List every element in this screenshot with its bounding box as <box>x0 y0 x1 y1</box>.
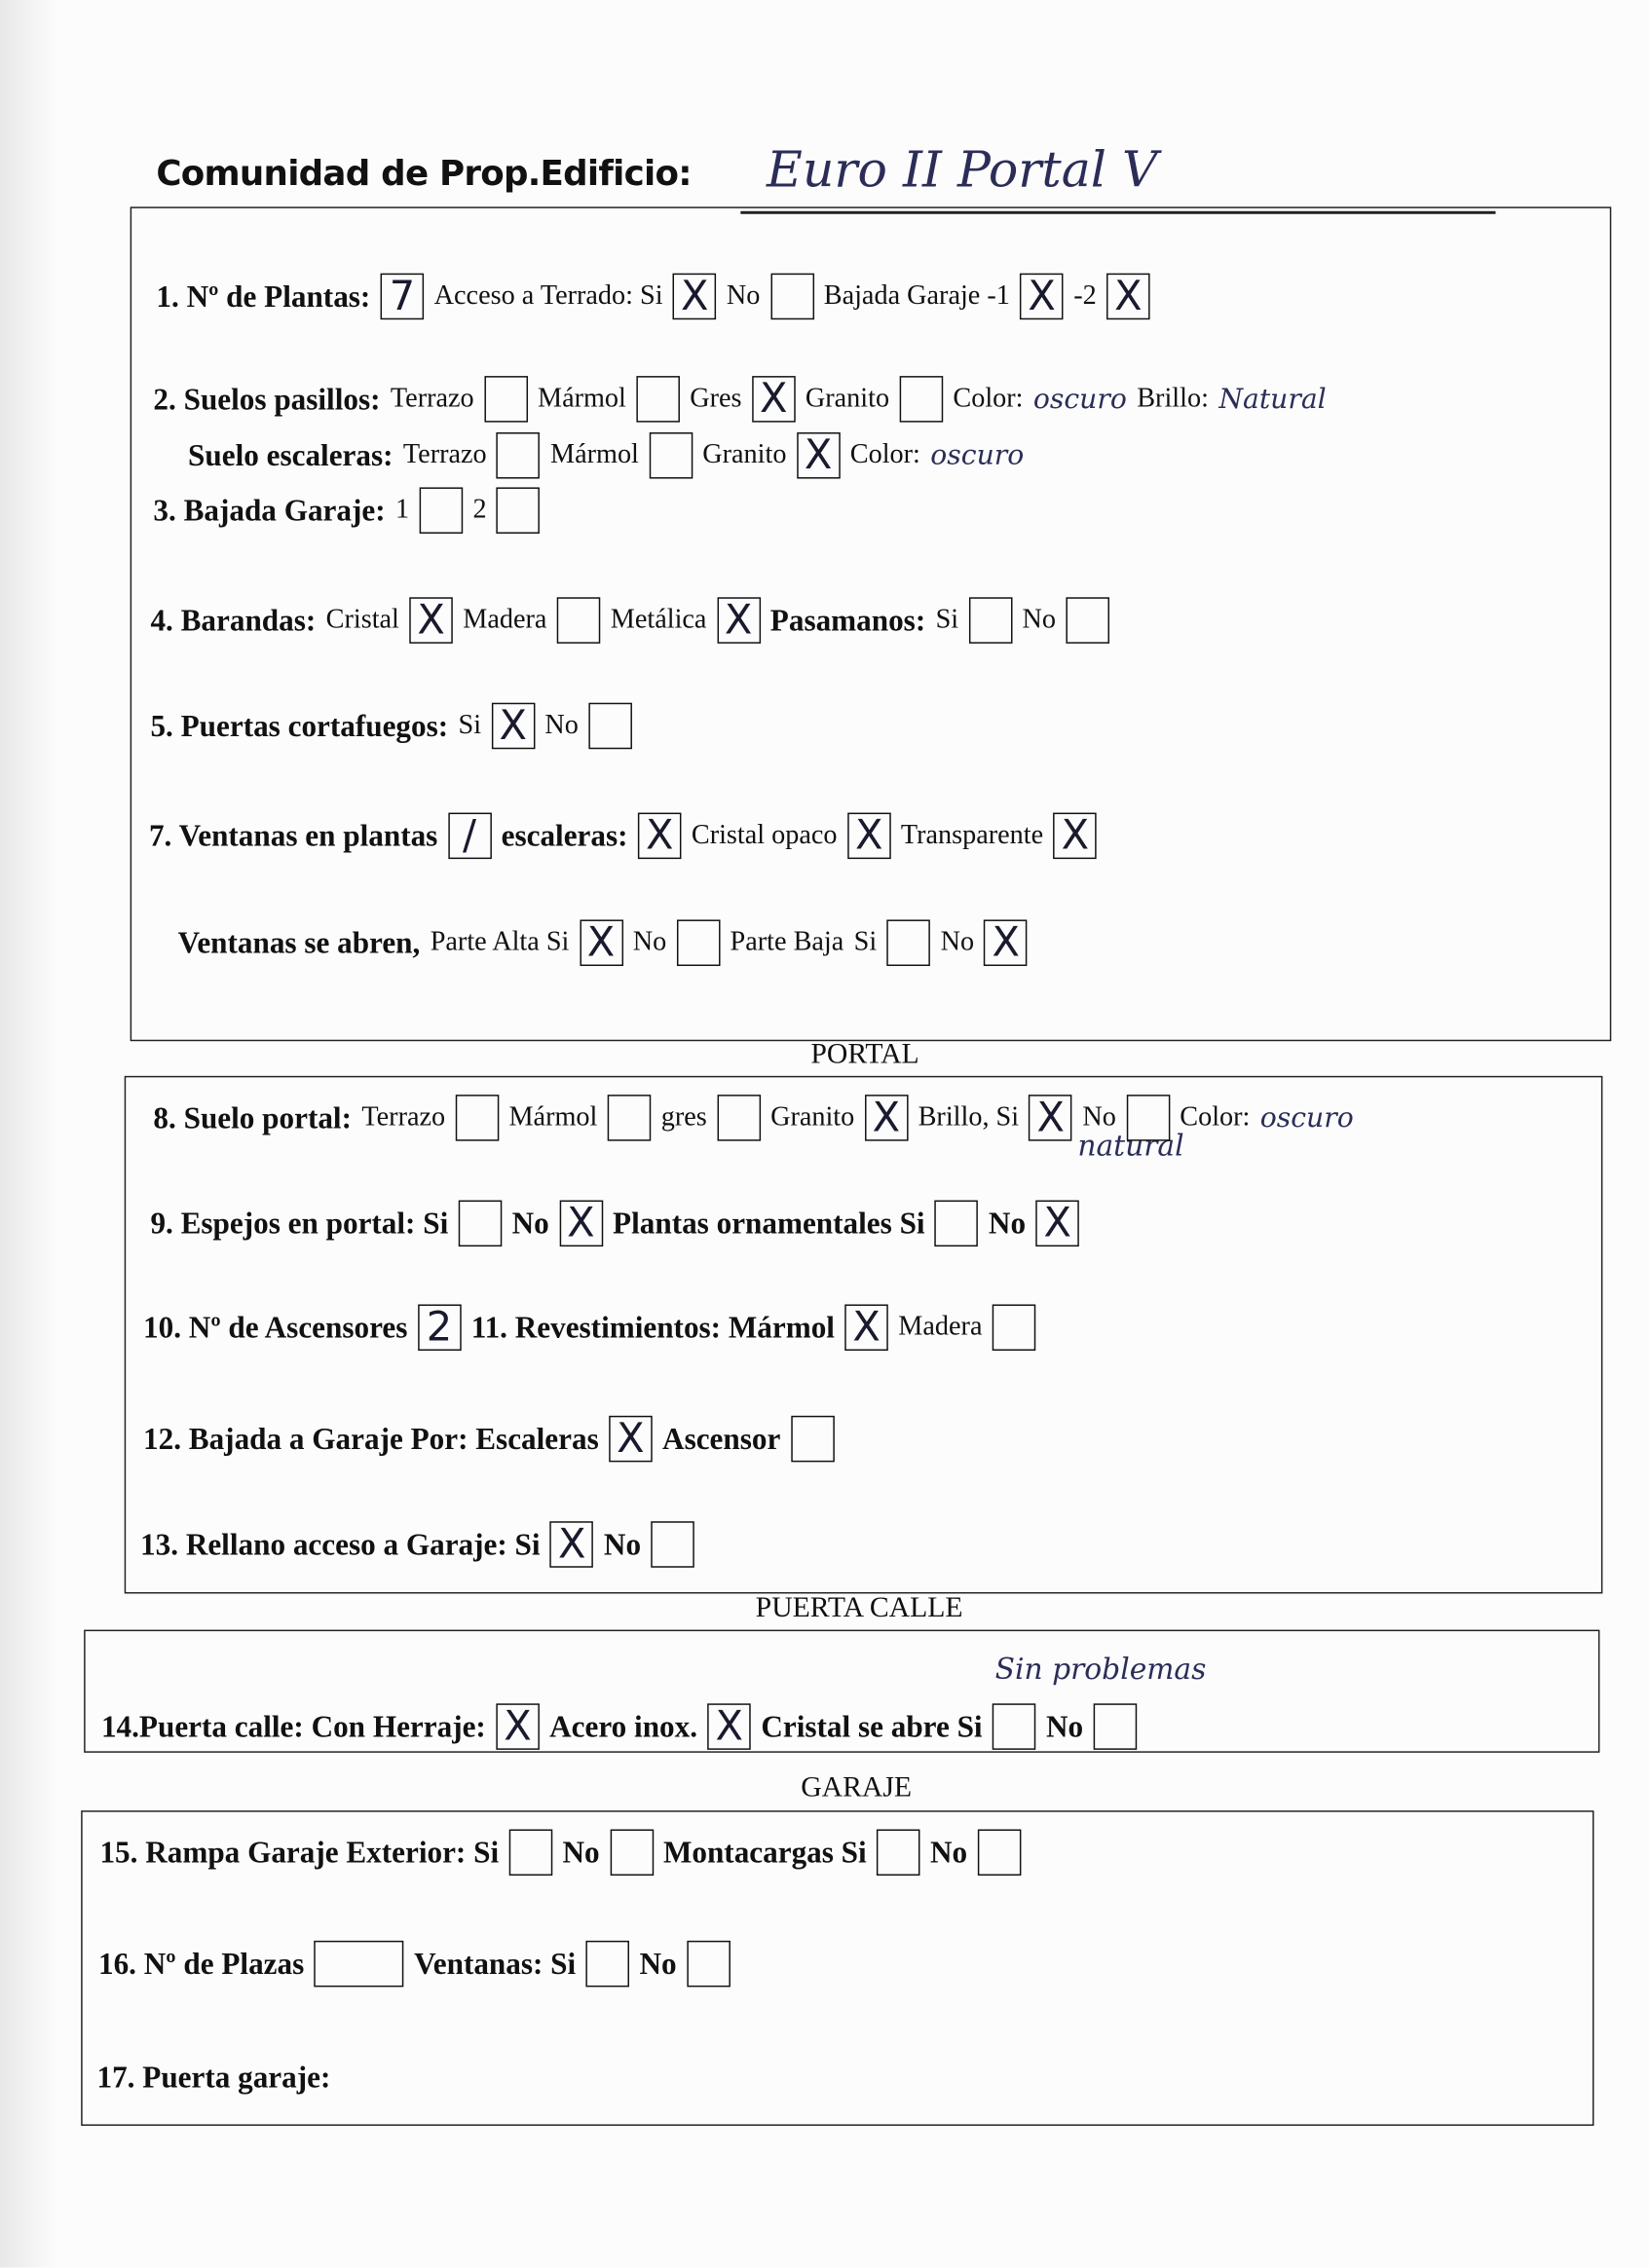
checkbox-empty[interactable] <box>651 1521 694 1568</box>
checkbox-empty[interactable] <box>484 376 528 423</box>
option-label: No <box>544 710 579 741</box>
form-row <box>101 1703 1137 1750</box>
field-label: 2. Suelos pasillos: <box>153 381 381 416</box>
checkbox-empty[interactable] <box>899 376 943 423</box>
field-label: Pasamanos: <box>769 602 926 638</box>
checkbox-marked[interactable]: X <box>1054 813 1098 860</box>
field-label: No <box>603 1526 642 1562</box>
checkbox-empty[interactable] <box>420 487 464 534</box>
field-label: 17. Puerta garaje: <box>96 2060 331 2096</box>
checkbox-empty[interactable] <box>610 1830 654 1877</box>
checkbox-marked[interactable]: X <box>609 1416 653 1463</box>
form-row <box>143 1304 1035 1351</box>
option-label: No <box>940 926 975 958</box>
heading-garaje: GARAJE <box>801 1771 913 1803</box>
checkbox-empty[interactable] <box>1126 1095 1170 1141</box>
option-label: Si <box>935 604 959 635</box>
form-row <box>99 1830 1021 1877</box>
checkbox-empty[interactable] <box>993 1703 1036 1750</box>
option-label: Transparente <box>900 819 1044 851</box>
option-label: No <box>1022 604 1057 635</box>
field-label: No <box>511 1205 549 1241</box>
option-label: Brillo, Si <box>918 1101 1020 1133</box>
form-row <box>140 1521 694 1568</box>
option-label: Mármol <box>549 439 639 470</box>
checkbox-empty[interactable] <box>969 597 1013 644</box>
option-label: gres <box>660 1101 707 1133</box>
checkbox-empty[interactable] <box>456 1095 500 1141</box>
checkbox-empty[interactable] <box>677 919 721 966</box>
handwritten-value[interactable]: oscuro <box>930 439 1025 472</box>
form-row <box>153 1095 1353 1141</box>
field-label: 10. Nº de Ascensores <box>143 1309 408 1345</box>
field-label: Ventanas: Si <box>414 1946 577 1981</box>
checkbox-marked[interactable]: X <box>496 1703 540 1750</box>
option-label: Color: <box>1180 1101 1251 1133</box>
form-row <box>149 813 1097 860</box>
form-row <box>188 432 1024 479</box>
checkbox-empty[interactable] <box>770 274 814 320</box>
field-label: Ventanas se abren, <box>177 924 421 960</box>
checkbox-marked[interactable]: / <box>448 813 492 860</box>
handwritten-sin-problemas: Sin problemas <box>994 1651 1207 1687</box>
field-label: Ascensor <box>662 1421 781 1456</box>
form-row <box>153 487 540 534</box>
field-label: 4. Barandas: <box>150 602 317 638</box>
checkbox-empty[interactable] <box>687 1941 731 1988</box>
checkbox-empty[interactable] <box>586 1941 630 1988</box>
checkbox-empty[interactable] <box>459 1201 503 1247</box>
heading-puerta-calle: PUERTA CALLE <box>755 1591 963 1624</box>
handwritten-value[interactable]: Natural <box>1218 383 1327 416</box>
option-label: Parte Alta Si <box>430 926 570 958</box>
option-label: Metálica <box>610 604 707 635</box>
checkbox-marked[interactable]: X <box>984 919 1028 966</box>
option-label: Cristal opaco <box>691 819 838 851</box>
option-label: Cristal <box>325 604 399 635</box>
checkbox-marked[interactable]: X <box>865 1095 909 1141</box>
option-label: No <box>726 280 761 312</box>
handwritten-natural: natural <box>1077 1128 1184 1163</box>
field-label: 3. Bajada Garaje: <box>153 492 386 528</box>
field-label: 14.Puerta calle: Con Herraje: <box>100 1708 486 1744</box>
checkbox-empty[interactable] <box>608 1095 652 1141</box>
field-label: 16. Nº de Plazas <box>97 1946 305 1981</box>
checkbox-marked[interactable]: X <box>559 1201 603 1247</box>
field-label: Plantas ornamentales Si <box>613 1205 925 1241</box>
option-label: Madera <box>463 604 547 635</box>
option-label: Brillo: <box>1137 383 1209 414</box>
checkbox-marked[interactable]: X <box>797 432 841 479</box>
field-label: Cristal se abre Si <box>761 1708 983 1744</box>
checkbox-marked[interactable]: X <box>717 597 761 644</box>
checkbox-empty[interactable] <box>497 432 541 479</box>
checkbox-empty[interactable] <box>717 1095 761 1141</box>
checkbox-marked[interactable]: X <box>707 1703 751 1750</box>
field-label: 11. Revestimientos: Mármol <box>470 1309 835 1345</box>
option-label: Parte Baja <box>730 926 844 958</box>
form-row <box>178 919 1028 966</box>
checkbox-marked[interactable]: X <box>491 703 535 750</box>
checkbox-empty[interactable] <box>557 597 601 644</box>
option-label: Color: <box>953 383 1024 414</box>
field-label: No <box>1045 1708 1084 1744</box>
field-label: 15. Rampa Garaje Exterior: Si <box>99 1834 500 1870</box>
checkbox-empty[interactable] <box>993 1304 1036 1351</box>
checkbox-empty[interactable] <box>1093 1703 1137 1750</box>
field-label: Montacargas Si <box>662 1834 867 1870</box>
form-title: Comunidad de Prop.Edificio: <box>156 153 692 194</box>
checkbox-marked[interactable]: X <box>1035 1201 1079 1247</box>
checkbox-empty[interactable] <box>1066 597 1109 644</box>
field-label: 7. Ventanas en plantas <box>148 817 438 853</box>
form-row <box>156 274 1149 320</box>
checkbox-marked[interactable]: X <box>580 919 623 966</box>
field-label: No <box>639 1946 677 1981</box>
checkbox-marked[interactable]: 7 <box>381 274 425 320</box>
field-label: Suelo escaleras: <box>188 437 394 472</box>
checkbox-marked[interactable]: 2 <box>418 1304 462 1351</box>
handwritten-value[interactable]: oscuro <box>1032 383 1127 416</box>
option-label: Si <box>458 710 482 741</box>
field-label: escaleras: <box>501 817 628 853</box>
checkbox-marked[interactable]: X <box>844 1304 888 1351</box>
option-label: Granito <box>702 439 787 470</box>
field-label: No <box>930 1834 968 1870</box>
checkbox-marked[interactable]: X <box>409 597 453 644</box>
checkbox-empty[interactable] <box>935 1201 979 1247</box>
option-label: Acceso a Terrado: Si <box>433 280 663 312</box>
option-label: Bajada Garaje -1 <box>823 280 1010 312</box>
option-label: Mármol <box>508 1101 598 1133</box>
option-label: Terrazo <box>402 439 487 470</box>
field-label: 13. Rellano acceso a Garaje: Si <box>140 1526 541 1562</box>
checkbox-marked[interactable]: X <box>550 1521 594 1568</box>
checkbox-marked[interactable]: X <box>1020 274 1064 320</box>
option-label: Terrazo <box>361 1101 446 1133</box>
field-label: 5. Puertas cortafuegos: <box>150 707 449 743</box>
field-label: 1. Nº de Plantas: <box>156 278 371 314</box>
field-label: No <box>562 1834 600 1870</box>
option-label: Color: <box>849 439 920 470</box>
checkbox-empty[interactable] <box>509 1830 553 1877</box>
checkbox-marked[interactable]: X <box>847 813 891 860</box>
option-label: Gres <box>690 383 742 414</box>
checkbox-empty[interactable] <box>978 1830 1022 1877</box>
checkbox-empty[interactable] <box>497 487 541 534</box>
form-row <box>98 1941 731 1988</box>
field-label: No <box>988 1205 1027 1241</box>
building-name-handwritten: Euro II Portal V <box>767 141 1158 200</box>
form-row <box>96 2060 330 2096</box>
handwritten-value[interactable]: oscuro <box>1259 1101 1354 1134</box>
checkbox-empty[interactable] <box>887 919 931 966</box>
option-label: Madera <box>898 1311 983 1343</box>
heading-portal: PORTAL <box>810 1038 919 1070</box>
option-label: 1 <box>395 494 410 526</box>
field-label: 9. Espejos en portal: Si <box>150 1205 449 1241</box>
option-label: Granito <box>805 383 890 414</box>
option-label: No <box>632 926 667 958</box>
checkbox-marked[interactable]: X <box>1029 1095 1072 1141</box>
form-row <box>143 1416 834 1463</box>
form-row <box>150 597 1109 644</box>
option-label: Si <box>853 926 878 958</box>
checkbox-empty[interactable] <box>636 376 680 423</box>
form-row <box>150 703 631 750</box>
scan-edge-shadow <box>0 0 57 2267</box>
checkbox-empty[interactable] <box>649 432 693 479</box>
checkbox-marked[interactable]: X <box>673 274 717 320</box>
form-row <box>150 1201 1079 1247</box>
field-label: 8. Suelo portal: <box>153 1099 352 1134</box>
checkbox-empty[interactable] <box>877 1830 920 1877</box>
field-label: 12. Bajada a Garaje Por: Escaleras <box>143 1421 599 1456</box>
option-label: Mármol <box>537 383 626 414</box>
checkbox-empty[interactable] <box>315 1941 404 1988</box>
option-label: 2 <box>472 494 487 526</box>
checkbox-marked[interactable]: X <box>752 376 796 423</box>
option-label: -2 <box>1073 280 1097 312</box>
form-row <box>153 376 1326 423</box>
checkbox-empty[interactable] <box>588 703 632 750</box>
option-label: Granito <box>770 1101 855 1133</box>
field-label: Acero inox. <box>549 1708 698 1744</box>
option-label: No <box>1082 1101 1116 1133</box>
checkbox-empty[interactable] <box>791 1416 835 1463</box>
checkbox-marked[interactable]: X <box>1106 274 1150 320</box>
option-label: Terrazo <box>390 383 474 414</box>
checkbox-marked[interactable]: X <box>638 813 682 860</box>
